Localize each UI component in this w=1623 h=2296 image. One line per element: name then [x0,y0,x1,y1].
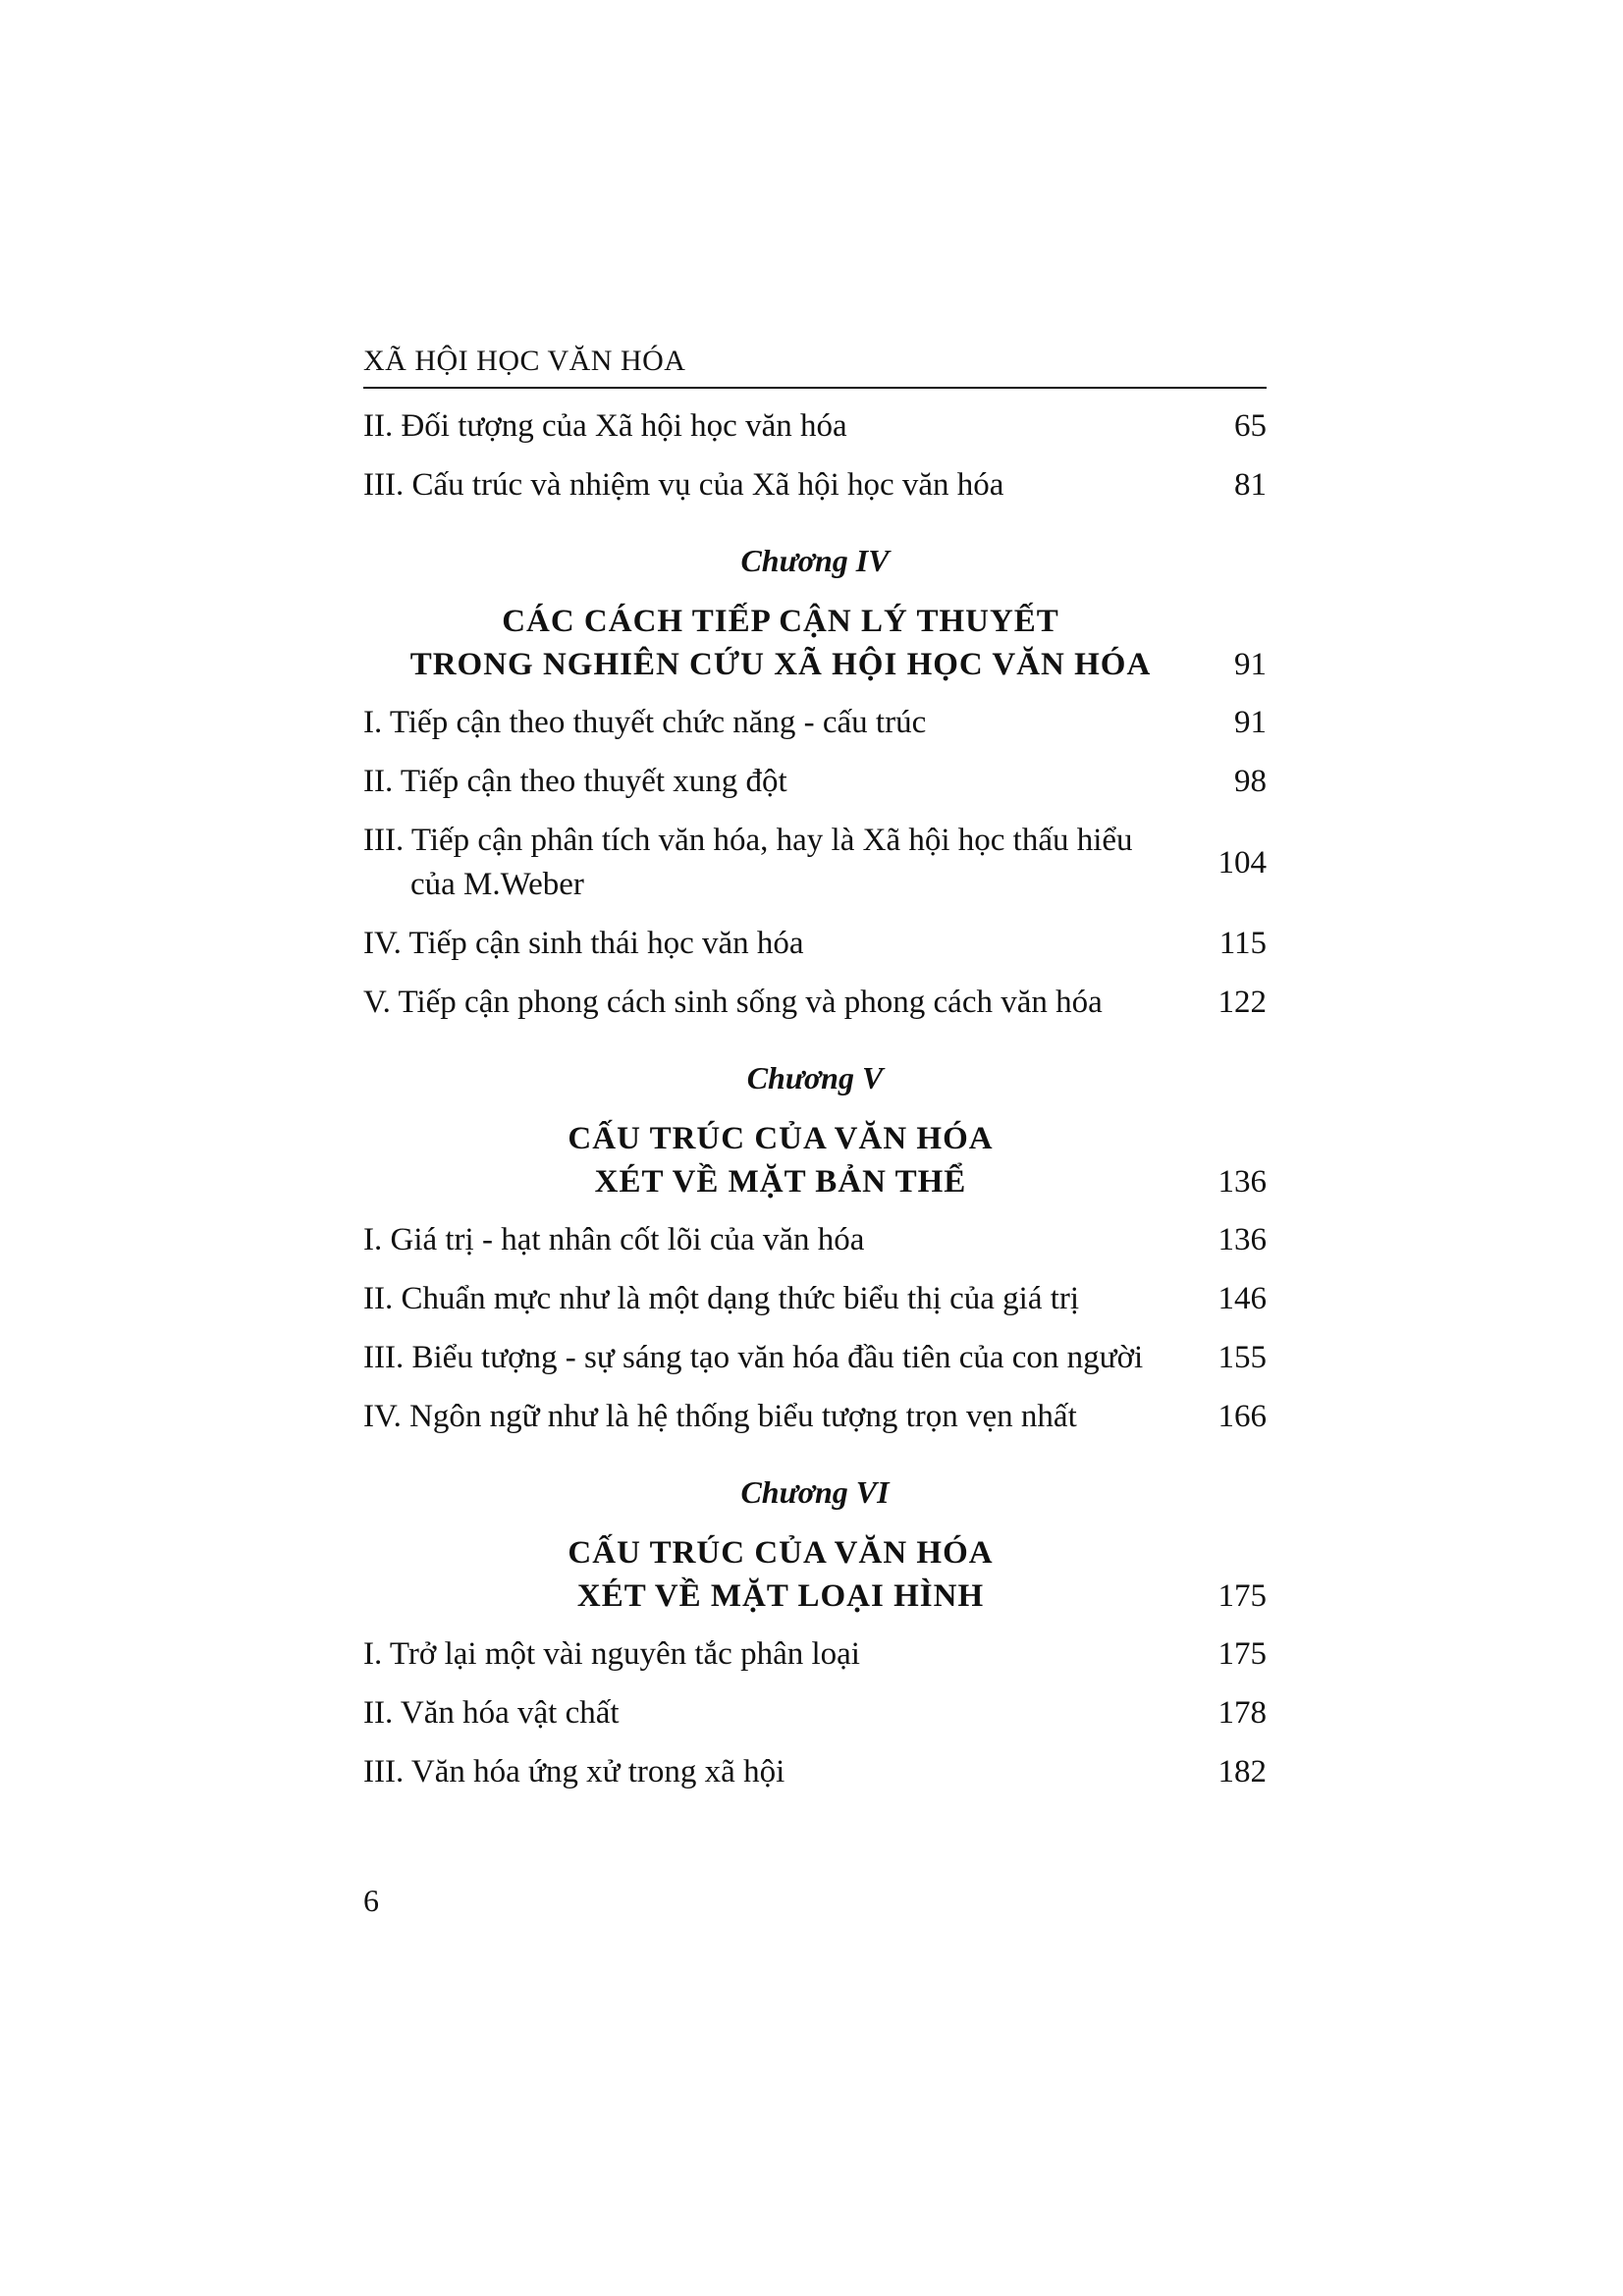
chapter-page: 136 [1217,1164,1267,1200]
chapter-label: Chương VI [740,1474,890,1510]
toc-entry-page: 178 [1217,1695,1267,1731]
toc-entry-page: 104 [1217,844,1267,881]
chapter-page: 91 [1234,647,1267,682]
toc-entry-page: 155 [1217,1340,1267,1375]
toc-entry [363,701,1267,745]
chapter-section [363,1472,1267,1794]
chapter-heading-line: XÉT VỀ MẶT BẢN THỂ [594,1164,967,1200]
toc-entry-page: 175 [1217,1636,1267,1672]
chapter-heading [363,1531,1267,1618]
toc-entry [363,1218,1267,1262]
toc-entry-title-continued: của M.Weber [410,867,584,902]
toc-entry-page: 98 [1234,764,1267,799]
toc-entry-page: 122 [1217,985,1267,1020]
chapter-heading-line: CÁC CÁCH TIẾP CẬN LÝ THUYẾT [502,604,1059,639]
toc-entry-title: III. Tiếp cận phân tích văn hóa, hay là Xã hội học thấu hiểu [363,823,1133,858]
chapter-label: Chương V [746,1060,884,1095]
toc-entry-title: III. Biểu tượng - sự sáng tạo văn hóa đầu tiên của con người [363,1340,1144,1375]
toc-entry-title: III. Văn hóa ứng xử trong xã hội [363,1754,785,1789]
toc-entry [363,463,1267,507]
chapter-heading [363,1117,1267,1203]
toc-entry [363,404,1267,449]
toc-entry-page: 146 [1217,1281,1267,1316]
table-of-contents [363,404,1267,1794]
page-number: 6 [363,1883,379,1918]
toc-entry-page: 115 [1218,926,1267,961]
chapter-heading [363,600,1267,686]
toc-entry-title: II. Tiếp cận theo thuyết xung đột [363,764,787,799]
toc-entry [363,1277,1267,1321]
chapter-page: 175 [1217,1578,1267,1614]
toc-entry-title: I. Trở lại một vài nguyên tắc phân loại [363,1636,860,1672]
toc-entry [363,922,1267,966]
toc-entry-title: I. Tiếp cận theo thuyết chức năng - cấu trúc [363,705,927,740]
toc-entry-page: 91 [1234,705,1267,740]
chapter-heading-line: TRONG NGHIÊN CỨU XÃ HỘI HỌC VĂN HÓA [409,647,1152,682]
toc-entry [363,1750,1267,1794]
toc-entry-title: I. Giá trị - hạt nhân cốt lõi của văn hóa [363,1222,865,1257]
toc-entry-title: III. Cấu trúc và nhiệm vụ của Xã hội học văn hóa [363,467,1004,503]
toc-entry-title: II. Đối tượng của Xã hội học văn hóa [363,408,847,444]
toc-entry [363,760,1267,804]
chapter-heading-line: CẤU TRÚC CỦA VĂN HÓA [568,1121,994,1156]
toc-entry-page: 166 [1217,1399,1267,1434]
toc-entry-title: V. Tiếp cận phong cách sinh sống và phong cách văn hóa [363,985,1103,1020]
toc-entry-page: 81 [1234,467,1267,503]
chapter-heading-line: XÉT VỀ MẶT LOẠI HÌNH [576,1578,985,1614]
toc-entry-title: IV. Tiếp cận sinh thái học văn hóa [363,926,804,961]
chapter-section [363,541,1267,1025]
toc-entry [363,819,1267,907]
toc-entry-title: II. Chuẩn mực như là một dạng thức biểu thị của giá trị [363,1281,1080,1316]
running-header: XÃ HỘI HỌC VĂN HÓA [363,344,1267,389]
toc-entry [363,1691,1267,1735]
toc-entry [363,1336,1267,1380]
book-page [363,344,1267,1794]
toc-entry-page: 65 [1234,408,1267,444]
toc-entry-title: IV. Ngôn ngữ như là hệ thống biểu tượng trọn vẹn nhất [363,1399,1077,1434]
toc-entry [363,1395,1267,1439]
toc-entry [363,1632,1267,1677]
toc-entry [363,981,1267,1025]
chapter-section [363,1058,1267,1439]
toc-entry-page: 136 [1217,1222,1267,1257]
toc-entry-page: 182 [1217,1754,1267,1789]
toc-entry-title: II. Văn hóa vật chất [363,1695,620,1731]
chapter-heading-line: CẤU TRÚC CỦA VĂN HÓA [568,1535,994,1571]
chapter-label: Chương IV [740,543,890,578]
